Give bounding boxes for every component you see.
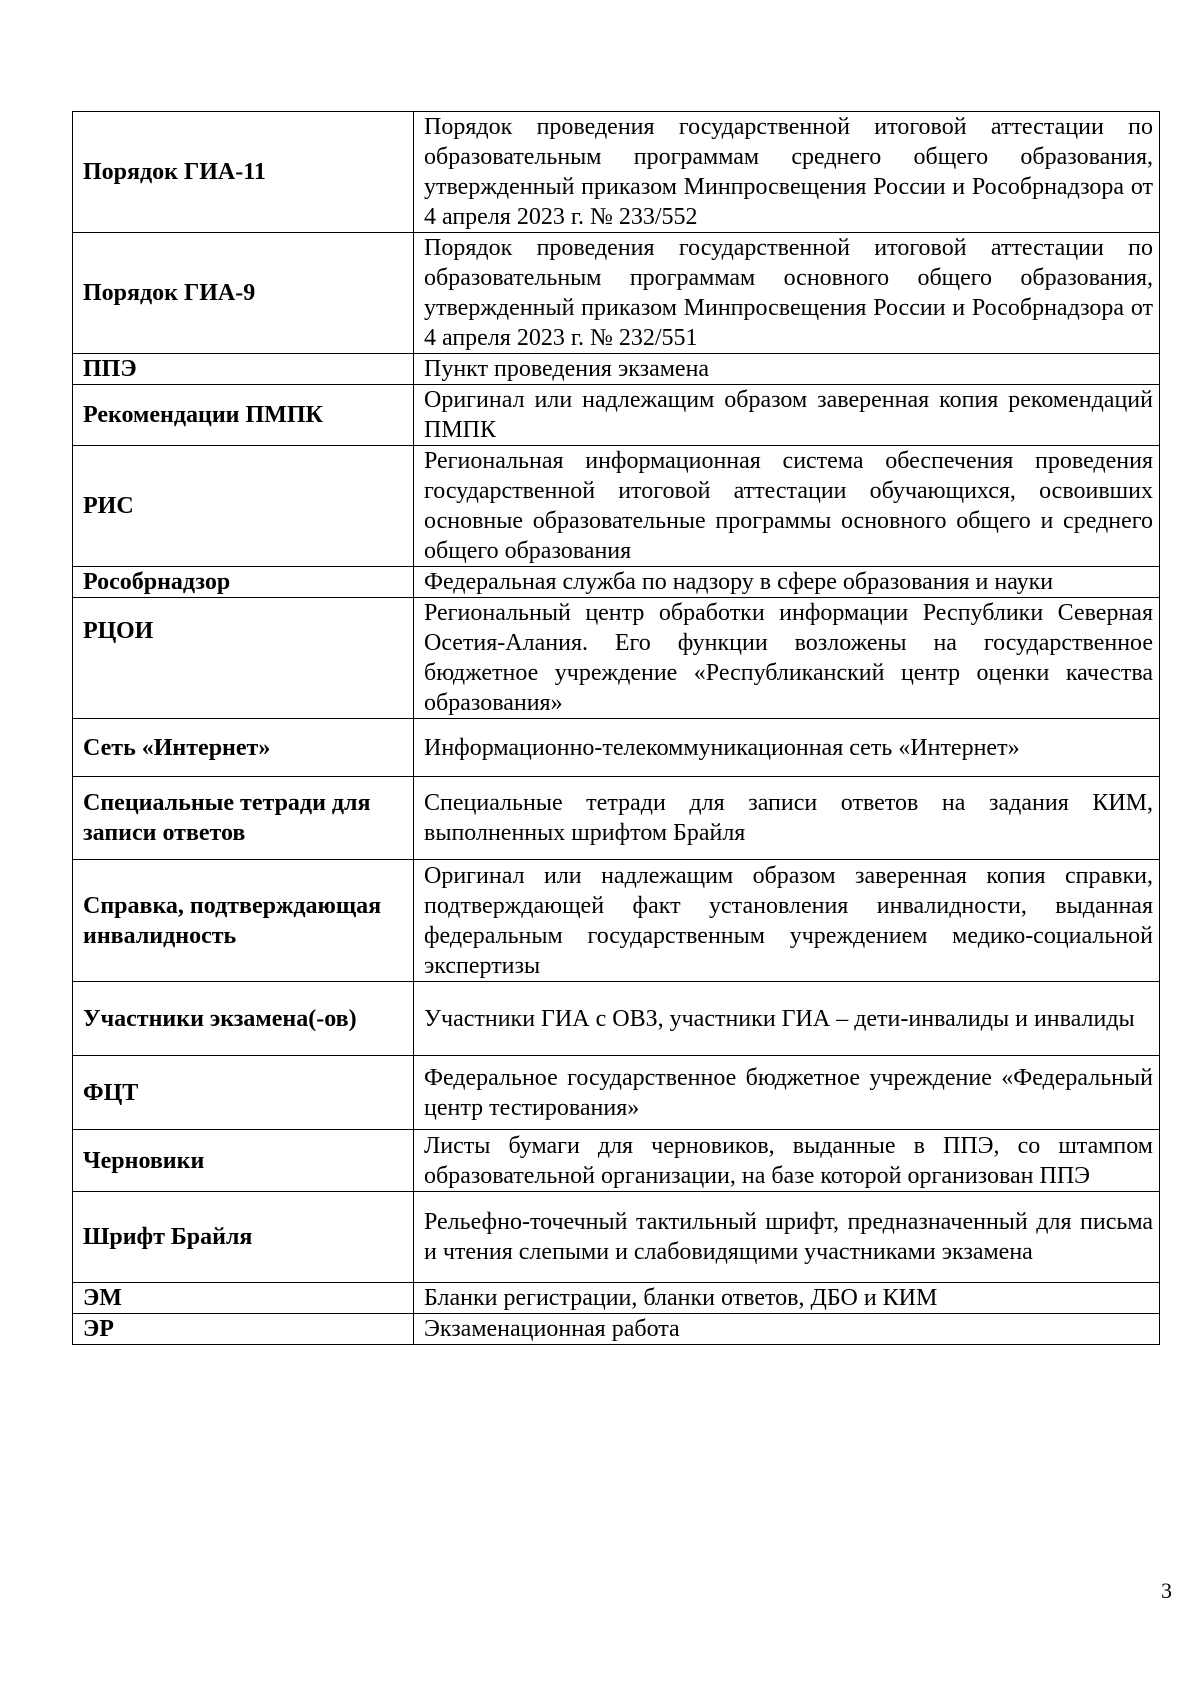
table-row — [73, 1056, 1160, 1130]
definition-cell: Оригинал или надлежащим образом заверенная копия рекомендаций ПМПК — [414, 385, 1160, 446]
page-number: 3 — [1161, 1578, 1172, 1603]
definition-cell: Федеральная служба по надзору в сфере образования и науки — [414, 567, 1160, 598]
table-row — [73, 354, 1160, 385]
term-cell: Порядок ГИА-11 — [73, 112, 414, 233]
definition-cell: Федеральное государственное бюджетное учреждение «Федеральный центр тестирования» — [414, 1056, 1160, 1130]
term-cell: Черновики — [73, 1130, 414, 1192]
definition-cell: Региональная информационная система обеспечения проведения государственной итоговой аттестации обучающихся, освоивших основные образовательные программы основного общего и среднего общего образования — [414, 446, 1160, 567]
definition-cell: Порядок проведения государственной итоговой аттестации по образовательным программам основного общего образования, утвержденный приказом Минпросвещения России и Рособрнадзора от 4 апреля 2023 г. № 232/551 — [414, 233, 1160, 354]
term-cell: ППЭ — [73, 354, 414, 385]
table-row — [73, 1130, 1160, 1192]
table-row — [73, 719, 1160, 777]
term-cell: ЭР — [73, 1314, 414, 1345]
table-row — [73, 567, 1160, 598]
term-cell: ЭМ — [73, 1283, 414, 1314]
term-cell: Справка, подтверждающая инвалидность — [73, 860, 414, 982]
definition-cell: Информационно-телекоммуникационная сеть «Интернет» — [414, 719, 1160, 777]
table-row — [73, 446, 1160, 567]
definition-cell: Оригинал или надлежащим образом заверенная копия справки, подтверждающей факт установления инвалидности, выданная федеральным государственным учреждением медико-социальной экспертизы — [414, 860, 1160, 982]
definition-cell: Бланки регистрации, бланки ответов, ДБО и КИМ — [414, 1283, 1160, 1314]
definition-cell: Порядок проведения государственной итоговой аттестации по образовательным программам среднего общего образования, утвержденный приказом Минпросвещения России и Рособрнадзора от 4 апреля 2023 г. № 233/552 — [414, 112, 1160, 233]
term-cell: РИС — [73, 446, 414, 567]
table-row — [73, 1192, 1160, 1283]
table-row — [73, 1283, 1160, 1314]
table-row — [73, 982, 1160, 1056]
definition-cell: Экзаменационная работа — [414, 1314, 1160, 1345]
definition-cell: Специальные тетради для записи ответов на задания КИМ, выполненных шрифтом Брайля — [414, 777, 1160, 860]
terms-table — [72, 111, 1160, 1345]
term-cell: Специальные тетради для записи ответов — [73, 777, 414, 860]
term-cell: ФЦТ — [73, 1056, 414, 1130]
definition-cell: Рельефно-точечный тактильный шрифт, предназначенный для письма и чтения слепыми и слабовидящими участниками экзамена — [414, 1192, 1160, 1283]
table-row — [73, 598, 1160, 719]
table-row — [73, 1314, 1160, 1345]
table-row — [73, 777, 1160, 860]
definition-cell: Региональный центр обработки информации Республики Северная Осетия-Алания. Его функции возложены на государственное бюджетное учреждение «Республиканский центр оценки качества образования» — [414, 598, 1160, 719]
term-cell: Рособрнадзор — [73, 567, 414, 598]
definition-cell: Пункт проведения экзамена — [414, 354, 1160, 385]
table-row — [73, 112, 1160, 233]
table-row — [73, 385, 1160, 446]
term-cell: Шрифт Брайля — [73, 1192, 414, 1283]
definition-cell: Участники ГИА с ОВЗ, участники ГИА – дети-инвалиды и инвалиды — [414, 982, 1160, 1056]
definition-cell: Листы бумаги для черновиков, выданные в ППЭ, со штампом образовательной организации, на базе которой организован ППЭ — [414, 1130, 1160, 1192]
term-cell: Участники экзамена(-ов) — [73, 982, 414, 1056]
term-cell: РЦОИ — [73, 598, 414, 719]
table-row — [73, 233, 1160, 354]
table-row — [73, 860, 1160, 982]
term-cell: Порядок ГИА-9 — [73, 233, 414, 354]
term-cell: Сеть «Интернет» — [73, 719, 414, 777]
term-cell: Рекомендации ПМПК — [73, 385, 414, 446]
